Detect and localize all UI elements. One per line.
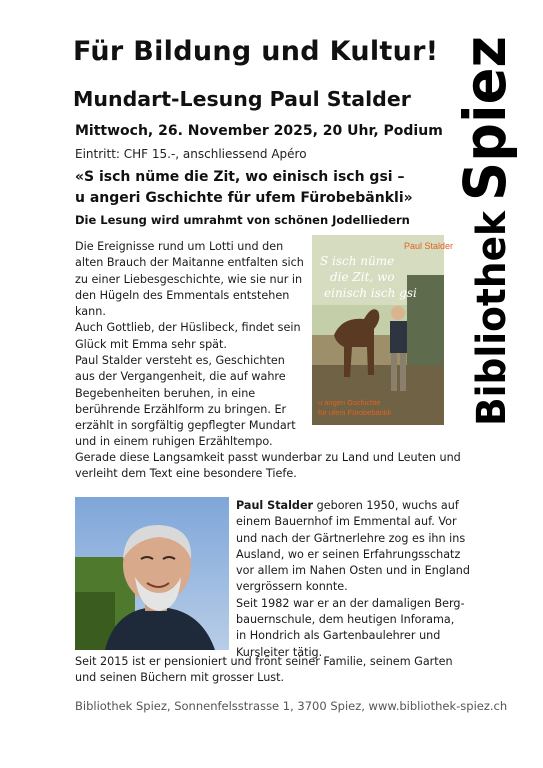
paragraph-3 <box>75 450 470 483</box>
paragraph-line: Auch Gottlieb, der Hüslibeck, findet sein <box>75 321 301 335</box>
author-name: Paul Stalder <box>236 499 314 512</box>
author-photo <box>75 497 229 650</box>
paragraph-line: verleiht dem Text eine besondere Tiefe. <box>75 467 297 481</box>
book-title-2: die Zit, wo <box>330 270 395 284</box>
bio-line: einem Bauernhof im Emmental auf. Vor <box>236 515 457 529</box>
library-logo-wordmark <box>447 24 519 426</box>
bio-line: bauernschule, dem heutigen Inforama, <box>236 613 455 627</box>
book-quote <box>75 167 413 209</box>
bio-line: in Hondrich als Gartenbaulehrer und <box>236 629 441 643</box>
paragraph-line: alten Brauch der Maitanne entfalten sich <box>75 256 304 270</box>
bio-line: Ausland, wo er seinen Erfahrungsschatz <box>236 547 461 561</box>
paragraph-2 <box>75 353 307 451</box>
logo-text-library: Bibliothek <box>469 196 515 426</box>
book-title-1: S isch nüme <box>320 254 395 268</box>
book-cover-image <box>312 235 454 425</box>
paragraph-line: und in einem ruhigen Erzähltempo. <box>75 435 273 449</box>
quote-line-1: «S isch nüme die Zit, wo einisch isch gsi – <box>75 169 405 185</box>
paragraph-line: erzählt in sorgfältig gepflegter Mundart <box>75 419 296 433</box>
book-cover-illustration <box>312 235 454 425</box>
library-address-footer: Bibliothek Spiez, Sonnenfelsstrasse 1, 3700 Spiez, www.bibliothek-spiez.ch <box>75 699 508 713</box>
paragraph-line: aus der Vergangenheit, die auf wahre <box>75 370 286 384</box>
paragraph-line: zu einer Liebesgeschichte, wie sie nur in <box>75 272 303 286</box>
entry-fee: Eintritt: CHF 15.-, anschliessend Apéro <box>75 147 307 161</box>
paragraph-line: und seinen Büchern mit grosser Lust. <box>75 671 285 685</box>
bio-line: vergrössern konnte. <box>236 580 348 594</box>
bio-line: Seit 1982 war er an der damaligen Berg- <box>236 596 465 610</box>
book-subtitle-1: u angeri Gschichte <box>318 398 381 407</box>
page-title: Für Bildung und Kultur! <box>73 36 439 67</box>
library-logo <box>447 24 519 426</box>
logo-text-spiez: Spiez <box>451 24 519 201</box>
author-bio <box>236 498 476 661</box>
paragraph-line: berührende Erzählform zu bringen. Er <box>75 402 287 416</box>
event-date: Mittwoch, 26. November 2025, 20 Uhr, Podium <box>75 123 443 139</box>
bio-line: vor allem im Nahen Osten und in England <box>236 564 470 578</box>
quote-line-2: u angeri Gschichte für ufem Fürobebänkli» <box>75 190 413 206</box>
paragraph-line: Glück mit Emma sehr spät. <box>75 337 227 351</box>
bio-first-text: geboren 1950, wuchs auf <box>313 499 459 512</box>
book-subtitle-2: für ufem Fürobebänkli <box>318 408 391 417</box>
retirement-paragraph <box>75 654 475 687</box>
author-portrait-illustration <box>75 497 229 650</box>
paragraph-line: Gerade diese Langsamkeit passt wunderbar zu Land und Leuten und <box>75 451 461 464</box>
paragraph-line: Seit 2015 ist er pensioniert und frönt seiner Familie, seinem Garten <box>75 655 453 668</box>
bio-first-line <box>236 498 476 514</box>
book-title-3: einisch isch gsi <box>324 286 417 300</box>
paragraph-line: Die Ereignisse rund um Lotti und den <box>75 240 284 253</box>
paragraph-line: Paul Stalder versteht es, Geschichten <box>75 354 285 367</box>
paragraph-line: kann. <box>75 305 106 319</box>
book-author: Paul Stalder <box>404 241 454 251</box>
paragraph-line: den Hügeln des Emmentals entstehen <box>75 288 290 302</box>
event-title: Mundart-Lesung Paul Stalder <box>73 87 411 111</box>
paragraph-1 <box>75 239 307 353</box>
paragraph-line: Begebenheiten beruhen, in eine <box>75 386 256 400</box>
bio-line: Kursleiter tätig. <box>236 645 323 659</box>
bio-line: und nach der Gärtnerlehre zog es ihn ins <box>236 531 466 545</box>
subtitle: Die Lesung wird umrahmt von schönen Jodelliedern <box>75 213 410 227</box>
